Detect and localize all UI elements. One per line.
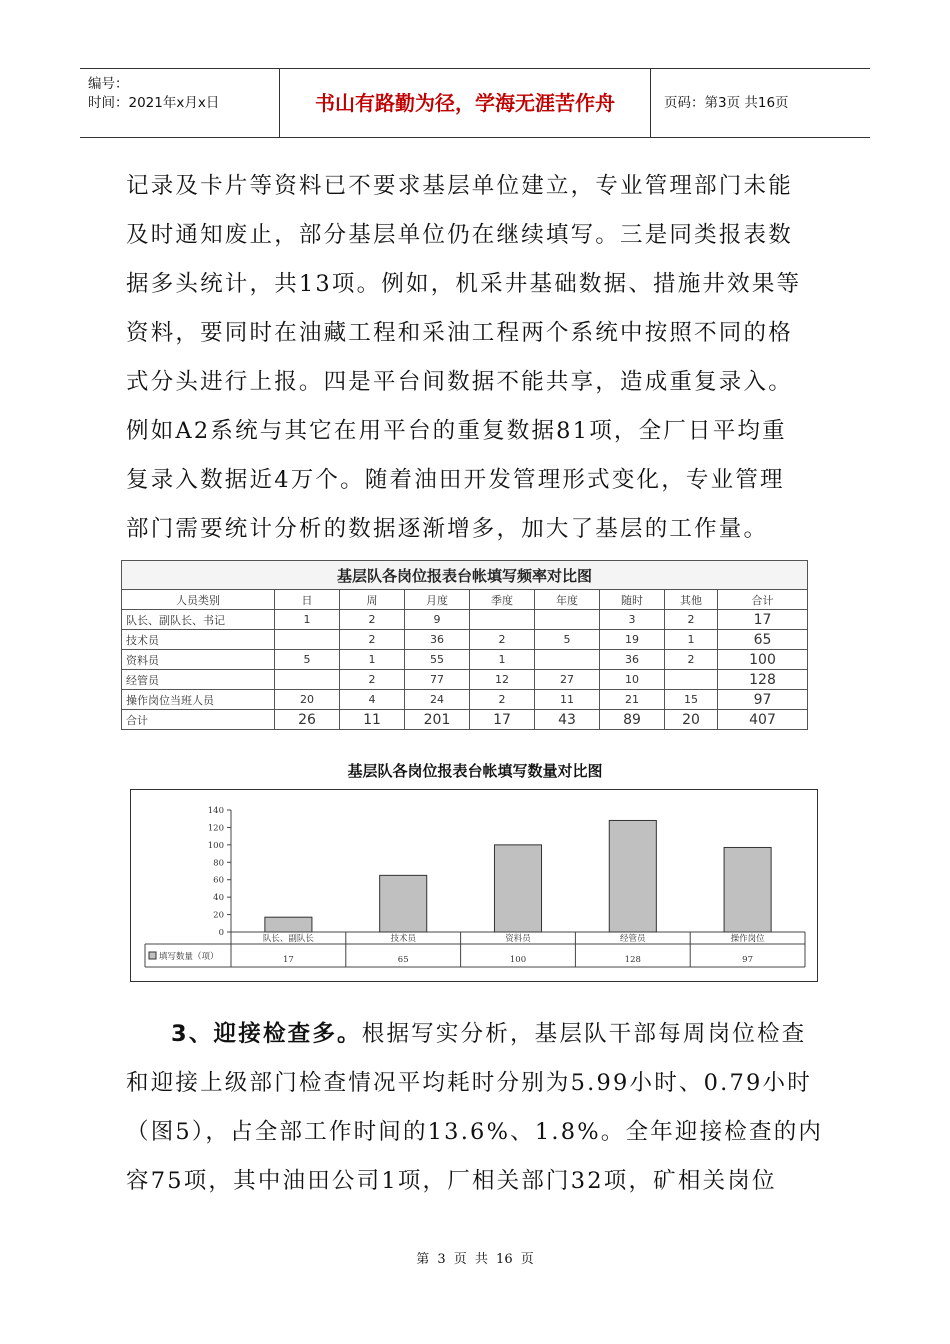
text-line: 及时通知废止，部分基层单位仍在继续填写。三是同类报表数 bbox=[126, 222, 793, 248]
table-cell: 经管员 bbox=[122, 670, 275, 690]
table-cell: 12 bbox=[470, 670, 535, 690]
table-cell bbox=[275, 630, 340, 650]
table-cell: 21 bbox=[600, 690, 665, 710]
table-cell: 55 bbox=[405, 650, 470, 670]
chart-frame bbox=[130, 789, 818, 982]
value-label: 17 bbox=[282, 955, 294, 965]
table-row bbox=[122, 650, 808, 670]
table-cell: 89 bbox=[600, 710, 665, 730]
y-tick-label: 140 bbox=[207, 806, 224, 816]
header-meta bbox=[80, 69, 280, 137]
y-tick-label: 100 bbox=[207, 840, 224, 851]
bar bbox=[380, 875, 427, 932]
table-cell: 队长、副队长、书记 bbox=[122, 610, 275, 630]
header-motto: 书山有路勤为径，学海无涯苦作舟 bbox=[280, 69, 651, 137]
text-line: 和迎接上级部门检查情况平均耗时分别为5.99小时、0.79小时 bbox=[126, 1070, 812, 1096]
table-cell bbox=[275, 670, 340, 690]
section-heading: 3、迎接检查多。 bbox=[171, 1021, 362, 1047]
bar bbox=[265, 917, 312, 932]
table-cell: 65 bbox=[718, 630, 808, 650]
legend-label: 填写数量（项） bbox=[159, 952, 219, 962]
y-tick-label: 60 bbox=[213, 875, 224, 886]
text-line: 例如A2系统与其它在用平台的重复数据81项，全厂日平均重 bbox=[126, 418, 787, 444]
table-cell: 36 bbox=[405, 630, 470, 650]
chart-title: 基层队各岗位报表台帐填写数量对比图 bbox=[347, 762, 603, 780]
table-cell: 15 bbox=[665, 690, 718, 710]
table-cell: 2 bbox=[470, 690, 535, 710]
table-cell: 1 bbox=[340, 650, 405, 670]
table-row bbox=[122, 670, 808, 690]
table-cell: 合计 bbox=[122, 710, 275, 730]
table-total-row bbox=[122, 710, 808, 730]
page-header bbox=[80, 68, 870, 138]
text-line: （图5），占全部工作时间的13.6%、1.8%。全年迎接检查的内 bbox=[126, 1119, 824, 1145]
table-header-row bbox=[122, 590, 808, 610]
table-cell bbox=[535, 650, 600, 670]
table-header-cell: 月度 bbox=[405, 590, 470, 610]
table-cell bbox=[535, 610, 600, 630]
table-cell: 5 bbox=[535, 630, 600, 650]
table-header-cell: 随时 bbox=[600, 590, 665, 610]
table-header-cell: 周 bbox=[340, 590, 405, 610]
y-tick-label: 80 bbox=[213, 858, 224, 869]
frequency-table bbox=[121, 560, 808, 730]
text-line: 容75项，其中油田公司1项，厂相关部门32项，矿相关岗位 bbox=[126, 1168, 777, 1194]
table-cell: 17 bbox=[470, 710, 535, 730]
text-line: 复录入数据近4万个。随着油田开发管理形式变化，专业管理 bbox=[126, 467, 785, 493]
table-row bbox=[122, 610, 808, 630]
text-line: 部门需要统计分析的数据逐渐增多，加大了基层的工作量。 bbox=[126, 516, 769, 542]
table-cell: 11 bbox=[535, 690, 600, 710]
table-row bbox=[122, 630, 808, 650]
text-line: 资料，要同时在油藏工程和采油工程两个系统中按照不同的格 bbox=[126, 320, 793, 346]
value-label: 100 bbox=[509, 955, 527, 965]
category-label: 队长、副队长 bbox=[262, 934, 314, 944]
table-header-cell: 日 bbox=[275, 590, 340, 610]
table-row bbox=[122, 690, 808, 710]
value-label: 65 bbox=[397, 955, 409, 965]
table-cell: 19 bbox=[600, 630, 665, 650]
category-label: 资料员 bbox=[505, 934, 531, 944]
table-cell: 128 bbox=[718, 670, 808, 690]
table-header-cell: 合计 bbox=[718, 590, 808, 610]
value-label: 97 bbox=[742, 955, 754, 965]
table-cell: 2 bbox=[340, 610, 405, 630]
table-cell: 20 bbox=[665, 710, 718, 730]
table-cell: 1 bbox=[470, 650, 535, 670]
y-tick-label: 120 bbox=[207, 823, 224, 834]
table-cell: 11 bbox=[340, 710, 405, 730]
table-cell: 2 bbox=[340, 630, 405, 650]
table-header-cell: 季度 bbox=[470, 590, 535, 610]
text-line: 据多头统计，共13项。例如，机采井基础数据、措施井效果等 bbox=[126, 271, 802, 297]
table-cell: 2 bbox=[340, 670, 405, 690]
table-cell: 20 bbox=[275, 690, 340, 710]
body-paragraph-2 bbox=[126, 1010, 830, 1206]
table-cell: 43 bbox=[535, 710, 600, 730]
bar bbox=[609, 820, 656, 932]
table-cell: 1 bbox=[275, 610, 340, 630]
y-tick-label: 0 bbox=[218, 928, 224, 938]
section-text: 根据写实分析，基层队干部每周岗位检查 bbox=[361, 1021, 807, 1047]
text-line: 式分头进行上报。四是平台间数据不能共享，造成重复录入。 bbox=[126, 369, 793, 395]
table-cell: 27 bbox=[535, 670, 600, 690]
table-cell: 4 bbox=[340, 690, 405, 710]
category-label: 经管员 bbox=[620, 934, 646, 944]
header-page-label: 页码：第3页 共16页 bbox=[664, 95, 789, 111]
text-line: 记录及卡片等资料已不要求基层单位建立，专业管理部门未能 bbox=[126, 173, 793, 199]
table-cell bbox=[665, 670, 718, 690]
doc-time-label: 时间：2021年x月x日 bbox=[88, 95, 220, 111]
table-cell: 407 bbox=[718, 710, 808, 730]
table-cell: 技术员 bbox=[122, 630, 275, 650]
table-header-cell: 其他 bbox=[665, 590, 718, 610]
table-title: 基层队各岗位报表台帐填写频率对比图 bbox=[122, 561, 808, 590]
table-cell: 201 bbox=[405, 710, 470, 730]
y-tick-label: 20 bbox=[213, 910, 224, 921]
bar bbox=[724, 847, 771, 932]
text-line bbox=[126, 1010, 830, 1059]
y-tick-label: 40 bbox=[213, 893, 224, 904]
table-cell: 24 bbox=[405, 690, 470, 710]
table-cell: 操作岗位当班人员 bbox=[122, 690, 275, 710]
table-cell: 97 bbox=[718, 690, 808, 710]
page-footer: 第 3 页 共 16 页 bbox=[416, 1252, 534, 1267]
bar bbox=[494, 845, 541, 932]
body-paragraph-1 bbox=[126, 162, 830, 554]
table-cell: 3 bbox=[600, 610, 665, 630]
table-cell: 36 bbox=[600, 650, 665, 670]
category-label: 技术员 bbox=[390, 934, 416, 944]
table-cell: 26 bbox=[275, 710, 340, 730]
table-cell: 5 bbox=[275, 650, 340, 670]
table-cell: 77 bbox=[405, 670, 470, 690]
table-header-cell: 年度 bbox=[535, 590, 600, 610]
value-label: 128 bbox=[624, 955, 641, 965]
table-cell: 资料员 bbox=[122, 650, 275, 670]
table-cell: 10 bbox=[600, 670, 665, 690]
legend-swatch bbox=[149, 952, 156, 959]
table-cell bbox=[470, 610, 535, 630]
bar-chart bbox=[131, 790, 819, 983]
table-header-cell: 人员类别 bbox=[122, 590, 275, 610]
doc-number-label: 编号： bbox=[88, 76, 129, 92]
table-cell: 17 bbox=[718, 610, 808, 630]
table-cell: 2 bbox=[665, 650, 718, 670]
table-cell: 2 bbox=[665, 610, 718, 630]
table-cell: 1 bbox=[665, 630, 718, 650]
table-cell: 2 bbox=[470, 630, 535, 650]
category-label: 操作岗位 bbox=[730, 934, 765, 944]
table-cell: 100 bbox=[718, 650, 808, 670]
table-cell: 9 bbox=[405, 610, 470, 630]
